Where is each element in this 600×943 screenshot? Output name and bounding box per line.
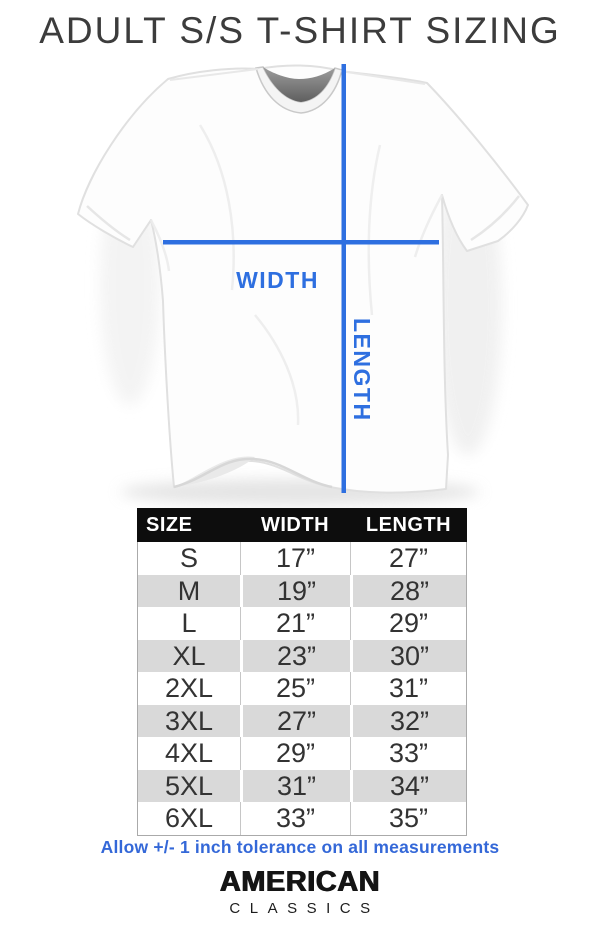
header-length: LENGTH xyxy=(365,513,452,536)
width-cell: 21” xyxy=(240,607,350,640)
length-cell: 35” xyxy=(350,802,466,835)
width-cell: 29” xyxy=(240,737,350,770)
width-cell: 27” xyxy=(240,705,350,738)
table-row xyxy=(138,802,466,835)
table-row xyxy=(138,737,466,770)
width-cell: 17” xyxy=(240,542,350,575)
brand-name: AMERICAN xyxy=(219,866,381,898)
size-cell: 2XL xyxy=(164,673,214,703)
table-row xyxy=(138,705,466,738)
size-cell: S xyxy=(179,543,198,573)
table-row xyxy=(138,640,466,673)
length-cell: 31” xyxy=(350,672,466,705)
table-row xyxy=(138,607,466,640)
brand-subname: CLASSICS xyxy=(229,900,380,917)
length-cell: 34” xyxy=(350,770,466,803)
header-size: SIZE xyxy=(146,513,193,536)
size-cell: 3XL xyxy=(164,705,214,736)
length-cell: 32” xyxy=(350,705,466,738)
size-table-body xyxy=(137,542,467,836)
width-label: WIDTH xyxy=(236,267,319,293)
width-cell: 25” xyxy=(240,672,350,705)
table-row xyxy=(138,575,466,608)
header-width: WIDTH xyxy=(260,513,330,536)
width-cell: 33” xyxy=(240,802,350,835)
tolerance-note: Allow +/- 1 inch tolerance on all measurements xyxy=(100,837,500,857)
length-cell: 28” xyxy=(350,575,466,608)
size-table-header xyxy=(137,508,467,542)
width-line xyxy=(163,240,439,245)
width-cell: 19” xyxy=(240,575,350,608)
size-cell: 4XL xyxy=(164,738,214,768)
size-table xyxy=(137,508,467,836)
page-title: ADULT S/S T-SHIRT SIZING xyxy=(39,10,561,51)
brand-logo xyxy=(0,866,600,917)
length-cell: 27” xyxy=(350,542,466,575)
width-cell: 23” xyxy=(240,640,350,673)
size-cell: 5XL xyxy=(164,770,214,801)
length-label: LENGTH xyxy=(349,318,375,422)
length-cell: 29” xyxy=(350,607,466,640)
table-row xyxy=(138,672,466,705)
length-cell: 30” xyxy=(350,640,466,673)
size-cell: 6XL xyxy=(164,803,214,833)
table-row xyxy=(138,542,466,575)
length-cell: 33” xyxy=(350,737,466,770)
tshirt-diagram xyxy=(0,55,600,510)
width-cell: 31” xyxy=(240,770,350,803)
size-cell: XL xyxy=(172,640,206,671)
size-cell: M xyxy=(177,575,201,606)
size-cell: L xyxy=(181,608,197,638)
table-row xyxy=(138,770,466,803)
